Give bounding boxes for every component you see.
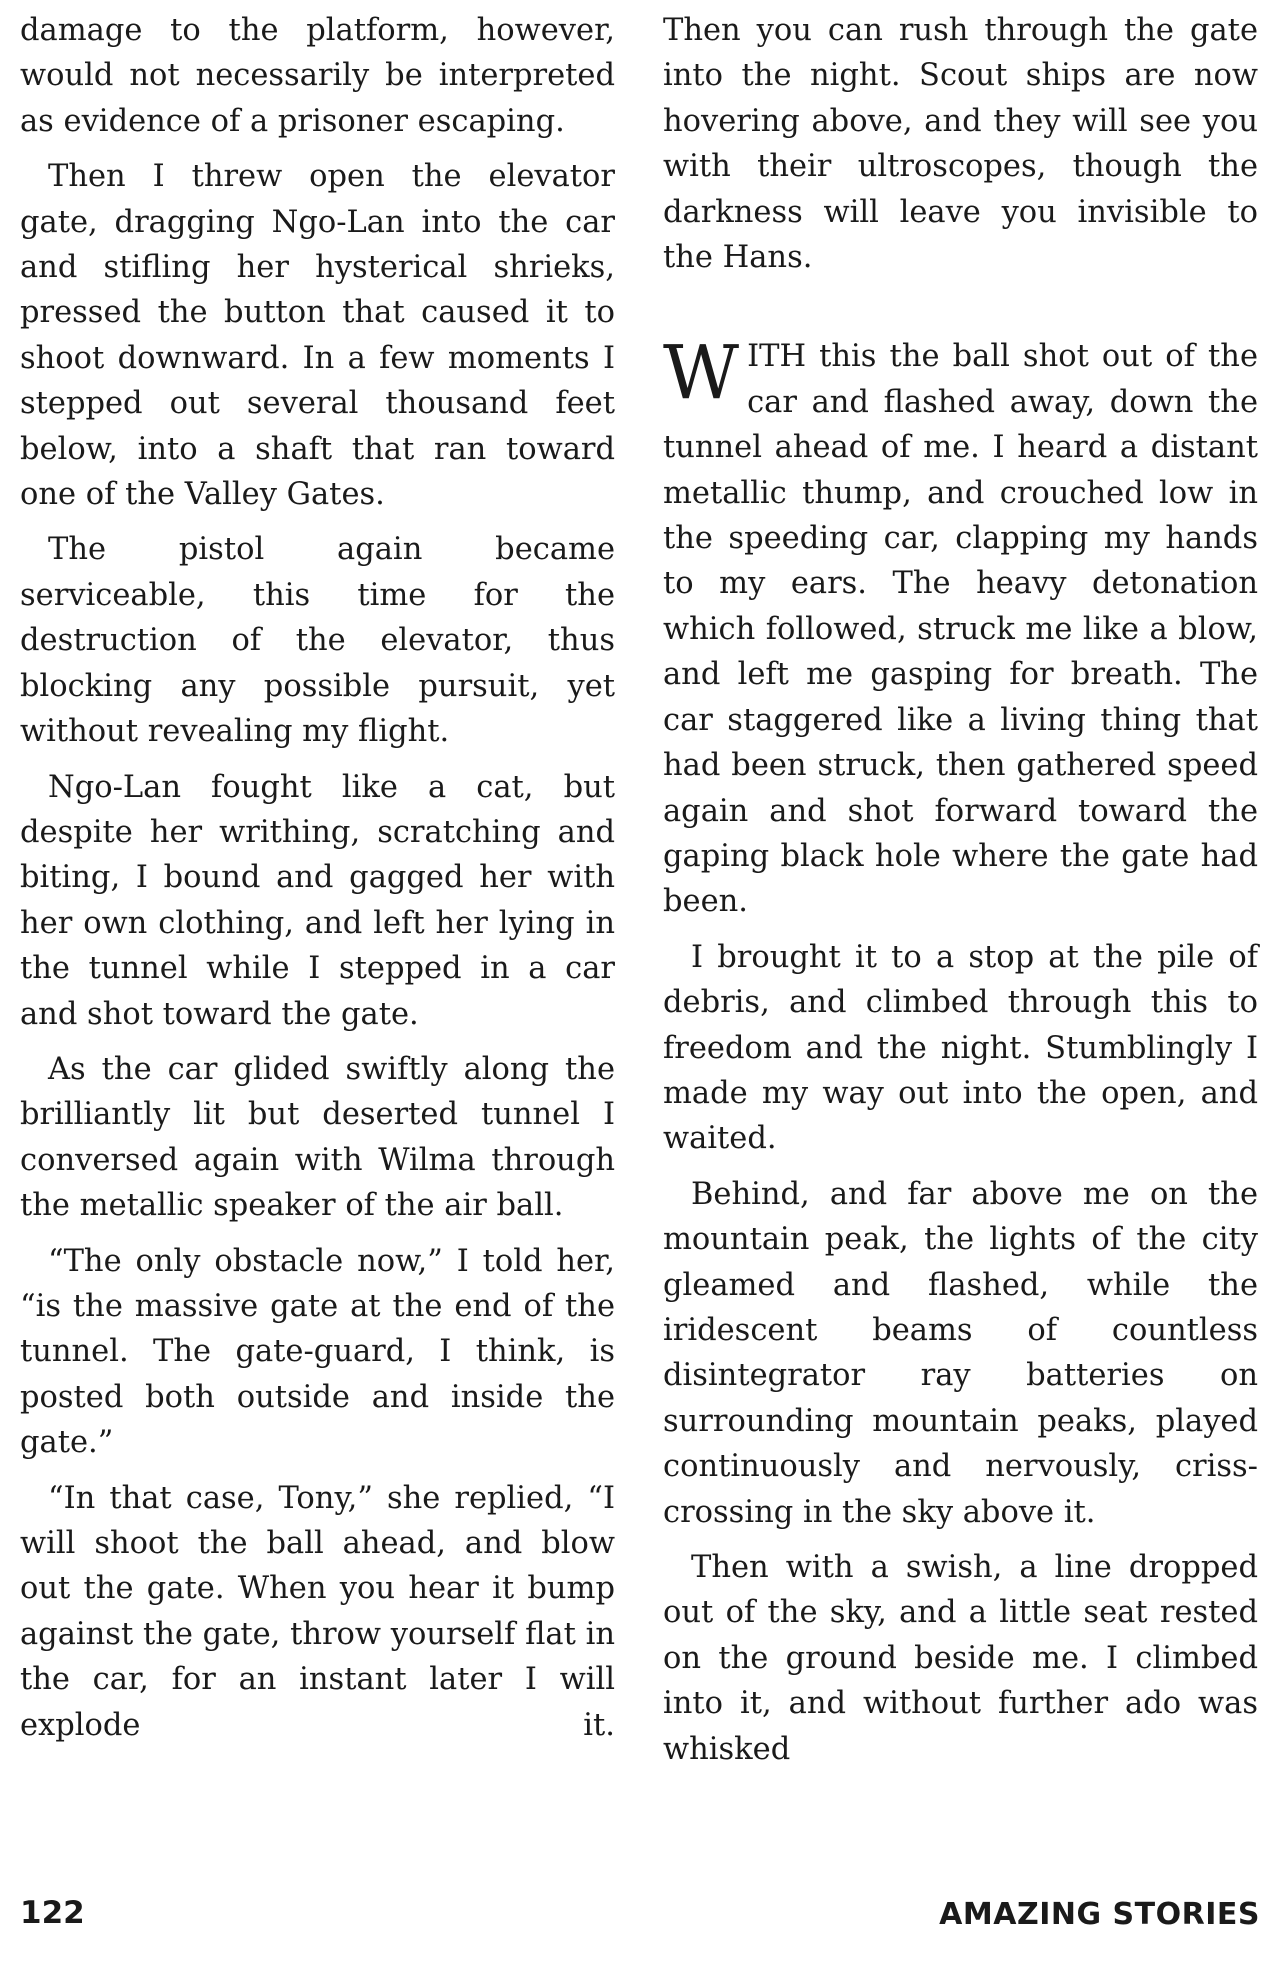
right-column <box>663 8 1258 1782</box>
paragraph: Then with a swish, a line dropped out of the sky, and a little seat rested on the ground beside me. I climbed into it, and without further ado was whisked <box>663 1550 1258 1767</box>
left-column <box>20 8 615 1758</box>
dropcap-paragraph <box>663 330 1258 924</box>
paragraph: Behind, and far above me on the mountain peak, the lights of the city gleamed and flashed, while the iridescent beams of countless disintegrator ray batteries on surrounding mountain peaks, played continuously and nervously, criss-crossing in the sky above it. <box>663 1176 1258 1530</box>
paragraph: As the car glided swiftly along the brilliantly lit but deserted tunnel I conversed again with Wilma through the metallic speaker of the air ball. <box>20 1051 615 1224</box>
running-title: AMAZING STORIES <box>939 1897 1260 1932</box>
paragraph: The pistol again became serviceable, this time for the destruction of the elevator, thus blocking any possible pursuit, yet without revealing my flight. <box>20 532 615 750</box>
paragraph: damage to the platform, however, would not necessarily be interpreted as evidence of a prisoner escaping. <box>20 13 615 139</box>
paragraph: Then I threw open the elevator gate, dragging Ngo-Lan into the car and stifling her hysterical shrieks, pressed the button that caused it to shoot downward. In a few moments I stepped out several thousand feet below, into a shaft that ran toward one of the Valley Gates. <box>20 159 615 513</box>
page-footer <box>20 1895 1260 1943</box>
paragraph: Then you can rush through the gate into the night. Scout ships are now hovering above, and they will see you with their ultroscopes, though the darkness will leave you invisible to the Hans. <box>663 13 1258 276</box>
drop-cap: W <box>663 330 740 417</box>
page-number: 122 <box>20 1895 85 1931</box>
paragraph: I brought it to a stop at the pile of debris, and climbed through this to freedom and the night. Stumblingly I made my way out into the open, and waited. <box>663 939 1258 1157</box>
paragraph: “In that case, Tony,” she replied, “I will shoot the ball ahead, and blow out the gate. When you hear it bump against the gate, throw yourself flat in the car, for an instant later I will explode it. <box>20 1480 615 1743</box>
section-break <box>663 290 1258 334</box>
dropcap-paragraph-text: ITH this the ball shot out of the car and flashed away, down the tunnel ahead of me. I heard a distant metallic thump, and crouched low in the speeding car, clapping my hands to my ears. The heavy detonation which followed, struck me like a blow, and left me gasping for breath. The car staggered like a living thing that had been struck, then gathered speed again and shot forward toward the gaping black hole where the gate had been. <box>663 339 1258 920</box>
paragraph: Ngo-Lan fought like a cat, but despite her writhing, scratching and biting, I bound and gagged her with her own clothing, and left her lying in the tunnel while I stepped in a car and shot toward the gate. <box>20 769 615 1032</box>
paragraph: “The only obstacle now,” I told her, “is the massive gate at the end of the tunnel. The gate-guard, I think, is posted both outside and inside the gate.” <box>20 1243 615 1461</box>
